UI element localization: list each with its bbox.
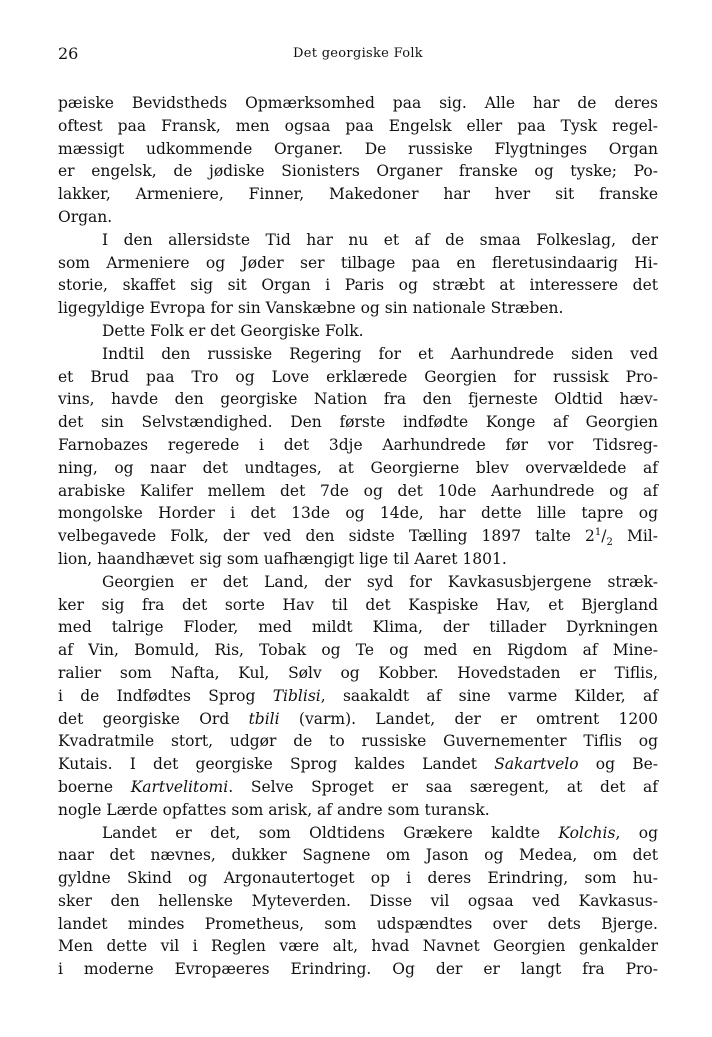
italic-term: Kolchis	[558, 823, 616, 842]
text-line	[58, 708, 658, 731]
text-line: pæiske Bevidstheds Opmærksomhed paa sig. Alle har de deres	[58, 94, 658, 112]
text-segment: i de Indfødtes Sprog	[58, 686, 273, 705]
text-line: et Brud paa Tro og Love erklærede Georgien for russisk Pro-	[58, 367, 658, 386]
text-line: vins, havde den georgiske Nation fra den fjerneste Oldtid hæv-	[58, 390, 658, 409]
italic-term: Tiblisi	[272, 686, 321, 705]
text-segment: boerne	[58, 777, 131, 796]
text-line: med talrige Floder, med mildt Klima, der tillader Dyrkningen	[58, 618, 658, 637]
text-line: oftest paa Fransk, men ogsaa paa Engelsk eller paa Tysk regel-	[58, 116, 658, 135]
text-segment: og Be-	[578, 755, 658, 774]
book-page	[58, 44, 658, 981]
text-line: mæssigt udkommende Organer. De russiske Flygtninges Organ	[58, 139, 658, 158]
text-line: er engelsk, de jødiske Sionisters Organer franske og tyske; Po-	[58, 162, 658, 181]
italic-term: tbili	[248, 709, 280, 728]
text-line: Georgien er det Land, der syd for Kavkasusbjergene stræk-	[102, 572, 658, 591]
text-line	[58, 776, 658, 799]
text-line: arabiske Kalifer mellem det 7de og det 10de Aarhundrede og af	[58, 481, 658, 500]
text-line: ralier som Nafta, Kul, Sølv og Kobber. Hovedstaden er Tiflis,	[58, 663, 658, 682]
text-segment: Kutais. I det georgiske Sprog kaldes Landet	[58, 755, 495, 774]
fraction-slash: /	[601, 527, 607, 546]
text-line: landet mindes Prometheus, som udspændtes over dets Bjerge.	[58, 914, 658, 933]
text-segment: (varm). Landet, der er omtrent 1200	[279, 709, 658, 728]
text-line: ligegyldige Evropa for sin Vanskæbne og sin nationale Stræben.	[58, 299, 564, 318]
text-line: lion, haandhævet sig som uafhængigt lige til Aaret 1801.	[58, 549, 507, 568]
text-line: det sin Selvstændighed. Den første indfødte Konge af Georgien	[58, 413, 658, 432]
fraction-numerator: 1	[594, 526, 602, 538]
text-line: Indtil den russiske Regering for et Aarhundrede siden ved	[102, 344, 658, 363]
text-line: af Vin, Bomuld, Ris, Tobak og Te og med en Rigdom af Mine-	[58, 641, 658, 660]
text-segment: Landet er det, som Oldtidens Grækere kaldte	[102, 823, 559, 842]
text-line: i moderne Evropæeres Erindring. Og der er langt fra Pro-	[58, 960, 658, 979]
text-line	[58, 685, 658, 708]
body-text	[58, 92, 658, 981]
italic-term: Kartvelitomi	[130, 777, 229, 796]
text-segment: , saakaldt af sine varme Kilder, af	[320, 686, 658, 705]
text-line: som Armeniere og Jøder ser tilbage paa en fleretusindaarig Hi-	[58, 253, 658, 272]
text-line: storie, skaffet sig sit Organ i Paris og stræbt at interessere det	[58, 276, 658, 295]
text-line: nogle Lærde opfattes som arisk, af andre som turansk.	[58, 800, 490, 819]
running-title: Det georgiske Folk	[293, 46, 423, 61]
text-line: naar det nævnes, dukker Sagnene om Jason og Medea, om det	[58, 846, 658, 865]
italic-term: Sakartvelo	[494, 755, 579, 774]
text-line	[58, 822, 658, 845]
text-line: Farnobazes regerede i det 3dje Aarhundrede før vor Tidsreg-	[58, 435, 658, 454]
text-line: I den allersidste Tid har nu et af de smaa Folkeslag, der	[102, 230, 658, 249]
text-line: Men dette vil i Reglen være alt, hvad Navnet Georgien genkalder	[58, 937, 658, 956]
text-line	[58, 753, 658, 776]
text-segment: , og	[615, 823, 658, 842]
text-line: lakker, Armeniere, Finner, Makedoner har hver sit franske	[58, 185, 658, 204]
text-segment: det georgiske Ord	[58, 709, 249, 728]
text-line: sker den hellenske Myteverden. Disse vil ogsaa ved Kavkasus-	[58, 891, 658, 910]
text-line: gyldne Skind og Argonautertoget op i deres Erindring, som hu-	[58, 869, 658, 888]
text-segment: velbegavede Folk, der ved den sidste Tælling 1897 talte 2	[58, 527, 595, 546]
page-number: 26	[58, 44, 79, 63]
text-line: Dette Folk er det Georgiske Folk.	[102, 321, 364, 340]
page-header	[58, 44, 658, 70]
text-line: mongolske Horder i det 13de og 14de, har dette lille tapre og	[58, 504, 658, 523]
text-segment: . Selve Sproget er saa særegent, at det af	[228, 777, 659, 796]
text-line	[58, 525, 658, 548]
text-segment: Mil-	[612, 527, 658, 546]
fraction-denominator: 2	[606, 537, 613, 549]
text-line: ning, og naar det undtages, at Georgierne blev overvældede af	[58, 458, 658, 477]
text-line: ker sig fra det sorte Hav til det Kaspiske Hav, et Bjergland	[58, 595, 658, 614]
text-line: Kvadratmile stort, udgør de to russiske Guvernementer Tiflis og	[58, 732, 658, 751]
text-line: Organ.	[58, 207, 113, 226]
